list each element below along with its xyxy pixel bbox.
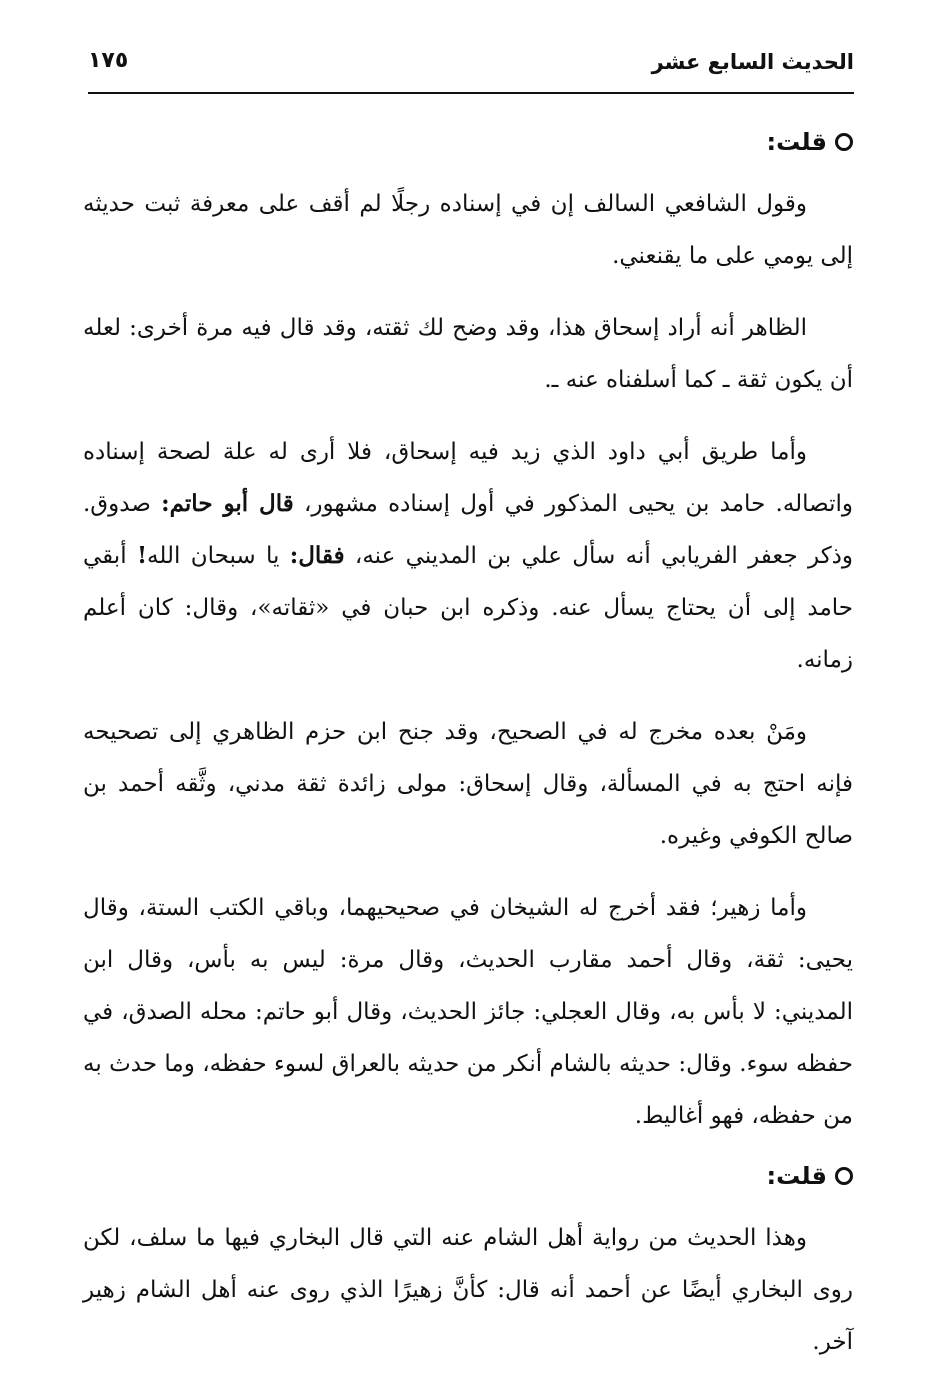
- paragraph-text: يا سبحان الله: [147, 543, 280, 569]
- note-label: قلت:: [766, 128, 827, 156]
- exclamation-mark: !: [136, 542, 148, 569]
- paragraph-text: ومَنْ بعده مخرج له في الصحيح، وقد جنح ابن حزم الظاهري إلى تصحيحه فإنه احتج به في المسألة، وقال إسحاق: مولى زائدة ثقة مدني، وثَّقه أحمد بن صالح الكوفي وغيره.: [83, 719, 853, 849]
- paragraph-3: [83, 426, 853, 686]
- note-heading-1: [83, 128, 853, 156]
- paragraph-text: وقول الشافعي السالف إن في إسناده رجلًا لم أقف على معرفة ثبت حديثه إلى يومي على ما يقنعني.: [83, 191, 853, 269]
- bold-citation: قال أبو حاتم:: [161, 490, 294, 517]
- note-label: قلت:: [766, 1162, 827, 1190]
- paragraph-1: [83, 178, 853, 282]
- paragraph-text: صدوق. وذكر جعفر الفريابي أنه سأل علي بن المديني عنه،: [83, 491, 854, 569]
- note-heading-2: [83, 1162, 853, 1190]
- page-body: [83, 118, 853, 1388]
- circle-icon: [835, 1167, 853, 1185]
- paragraph-2: [83, 302, 853, 406]
- paragraph-5: [83, 882, 853, 1142]
- bold-citation: فقال:: [289, 542, 345, 569]
- running-head: الحديث السابع عشر: [651, 50, 854, 74]
- paragraph-text: وأما زهير؛ فقد أخرج له الشيخان في صحيحيهما، وباقي الكتب الستة، وقال يحيى: ثقة، وقال أحمد مقارب الحديث، وقال مرة: ليس به بأس، وقال ابن المديني: لا بأس به، وقال العجلي: جائز الحديث، وقال أبو حاتم: محله الصدق، في حفظه سوء. وقال: حديثه بالشام أنكر من حديثه بالعراق لسوء حفظه، وما حدث به من حفظه، فهو أغاليط.: [83, 895, 853, 1129]
- page-header: [88, 46, 854, 94]
- page-number: ١٧٥: [88, 48, 129, 73]
- paragraph-text: وهذا الحديث من رواية أهل الشام عنه التي قال البخاري فيها ما سلف، لكن روى البخاري أيضًا عن أحمد أنه قال: كأنَّ زهيرًا الذي روى عنه أهل الشام زهير آخر.: [83, 1225, 853, 1355]
- paragraph-text: وأما طريق أبي داود الذي زيد فيه إسحاق، فلا أرى له علة لصحة إسناده واتصاله. حامد بن يحيى المذكور في أول إسناده مشهور،: [83, 439, 854, 517]
- paragraph-text: الظاهر أنه أراد إسحاق هذا، وقد وضح لك ثقته، وقد قال فيه مرة أخرى: لعله أن يكون ثقة ـ كما أسلفناه عنه ـ.: [83, 315, 853, 393]
- paragraph-6: [83, 1212, 853, 1368]
- circle-icon: [835, 133, 853, 151]
- paragraph-4: [83, 706, 853, 862]
- paragraph-text: أبقي حامد إلى أن يحتاج يسأل عنه. وذكره ابن حبان في «ثقاته»، وقال: كان أعلم زمانه.: [83, 543, 853, 673]
